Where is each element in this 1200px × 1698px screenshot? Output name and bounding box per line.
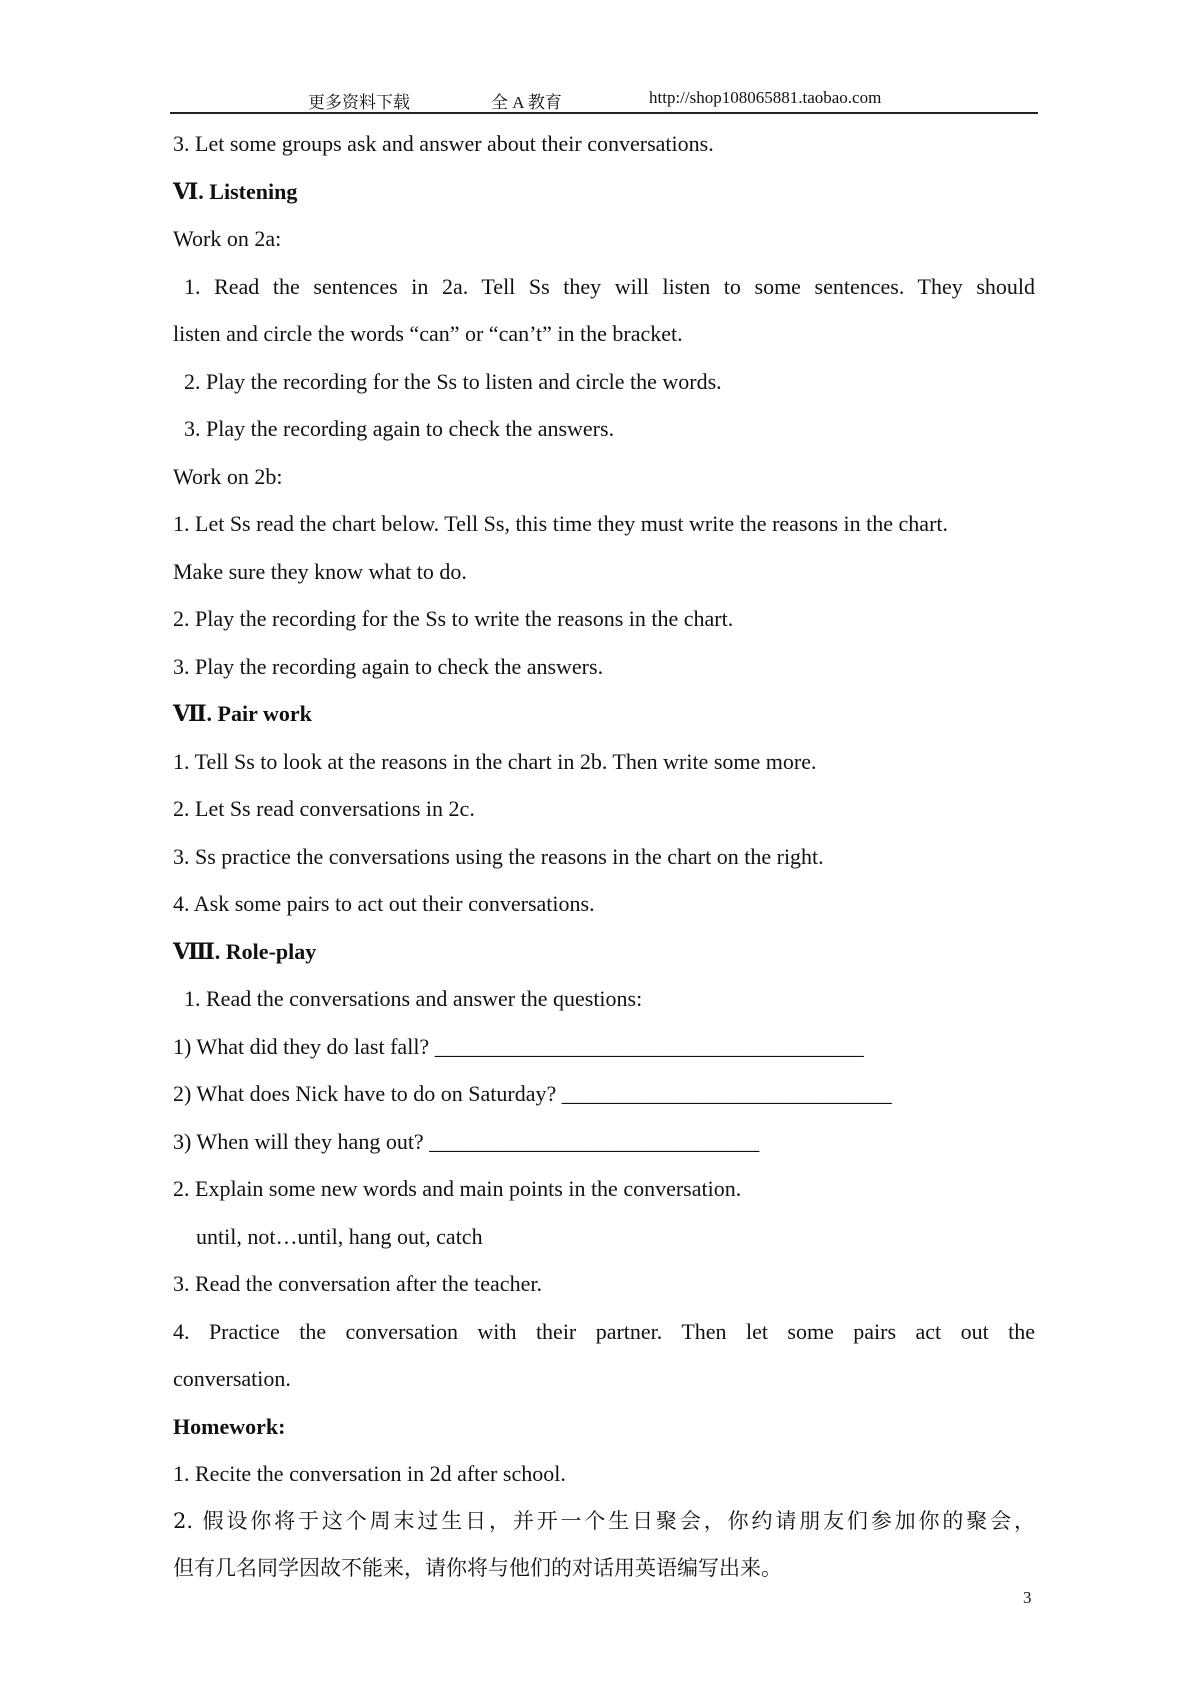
header-url-text: http://shop108065881.taobao.com — [649, 88, 882, 107]
text-line-chinese: 但有几名同学因故不能来，请你将与他们的对话用英语编写出来。 — [173, 1556, 782, 1580]
text-line: 1. Read the conversations and answer the questions: — [184, 986, 643, 1011]
text-line: 3. Read the conversation after the teacher. — [173, 1271, 542, 1296]
text-line: 3. Play the recording again to check the answers. — [173, 653, 604, 679]
page-header — [170, 86, 1038, 114]
text-line: 2. Play the recording for the Ss to write the reasons in the chart. — [173, 606, 734, 631]
text-line: 1. Recite the conversation in 2d after school. — [173, 1461, 566, 1486]
text-line: 2. Let Ss read conversations in 2c. — [173, 796, 475, 821]
text-line: 1. Let Ss read the chart below. Tell Ss, this time they must write the reasons in the chart. — [173, 511, 949, 536]
section-heading-homework: Homework: — [173, 1413, 286, 1439]
text-line: 2. Play the recording for the Ss to listen and circle the words. — [184, 368, 722, 394]
text-line: 1. Read the sentences in 2a. Tell Ss they will listen to some sentences. They should — [184, 273, 1035, 299]
text-line: 1. Tell Ss to look at the reasons in the chart in 2b. Then write some more. — [173, 748, 817, 774]
question-line: 3) When will they hang out? ______________________________ — [173, 1128, 760, 1154]
text-line-chinese: 2. 假设你将于这个周末过生日，并开一个生日聚会，你约请朋友们参加你的聚会， — [173, 1508, 1035, 1533]
page-number: 3 — [1023, 1588, 1032, 1607]
text-line: conversation. — [173, 1366, 291, 1391]
text-line: 4. Ask some pairs to act out their conversations. — [173, 891, 595, 916]
section-heading-pair-work: Ⅶ. Pair work — [173, 701, 312, 726]
text-line: 2. Explain some new words and main points in the conversation. — [173, 1176, 742, 1201]
vocabulary-line: until, not…until, hang out, catch — [196, 1223, 483, 1249]
subheading-work-2a: Work on 2a: — [173, 226, 282, 251]
question-line: 2) What does Nick have to do on Saturday? ______________________________ — [173, 1081, 892, 1106]
text-line: Make sure they know what to do. — [173, 558, 467, 584]
header-brand-text: 全 A 教育 — [491, 93, 562, 112]
section-heading-role-play: Ⅷ. Role-play — [173, 938, 317, 964]
question-line: 1) What did they do last fall? _______________________________________ — [173, 1033, 864, 1059]
section-heading-listening: Ⅵ. Listening — [173, 178, 298, 204]
subheading-work-2b: Work on 2b: — [173, 463, 283, 489]
text-line: 4. Practice the conversation with their partner. Then let some pairs act out the — [173, 1318, 1035, 1344]
text-line: listen and circle the words “can” or “can’t” in the bracket. — [173, 321, 683, 346]
document-body — [173, 120, 1035, 1593]
text-line: 3. Let some groups ask and answer about their conversations. — [173, 131, 714, 156]
text-line: 3. Ss practice the conversations using the reasons in the chart on the right. — [173, 843, 824, 869]
text-line: 3. Play the recording again to check the answers. — [184, 416, 615, 441]
header-download-text: 更多资料下载 — [308, 93, 410, 112]
